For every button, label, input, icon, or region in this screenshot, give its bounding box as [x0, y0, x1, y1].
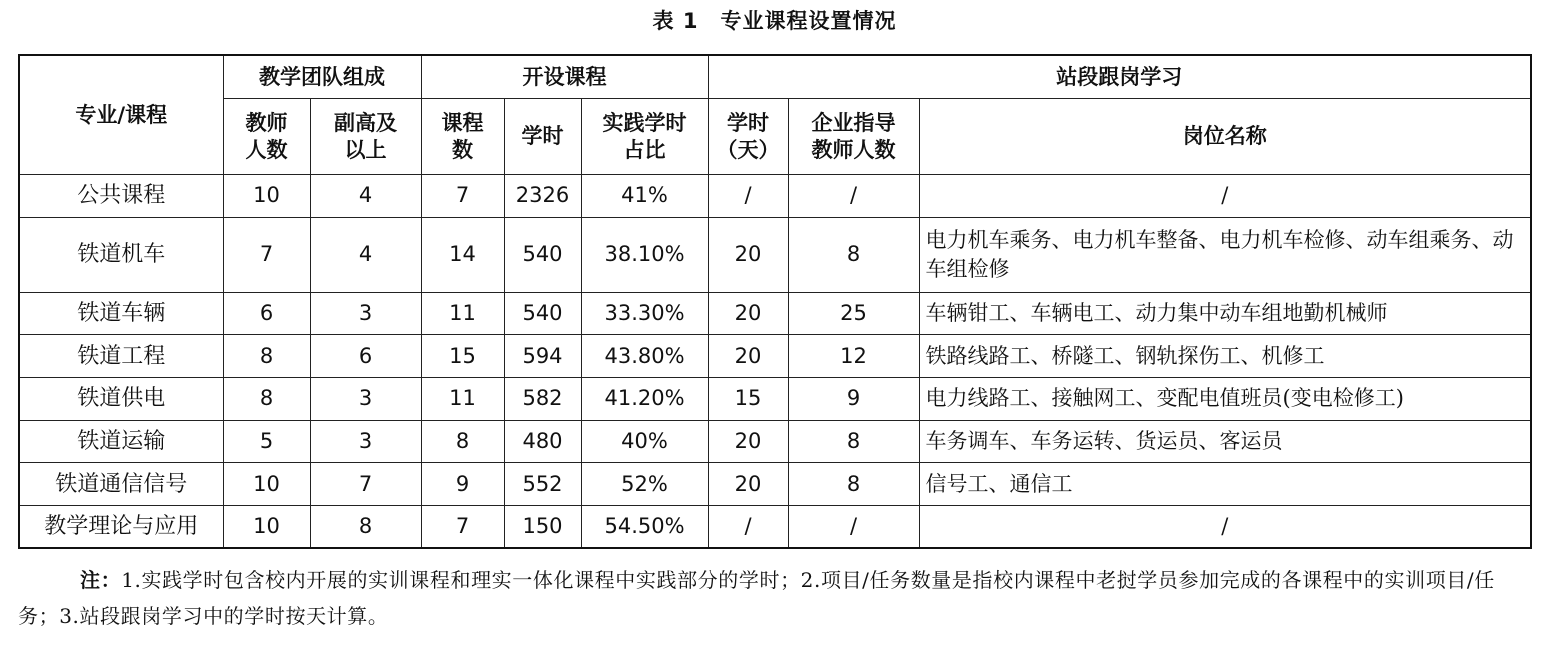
- cell-ratio: 33.30%: [581, 292, 708, 335]
- cell-teachers: 10: [223, 175, 310, 218]
- cell-mentors: 25: [788, 292, 919, 335]
- cell-mentors: /: [788, 505, 919, 548]
- cell-mentors: 8: [788, 420, 919, 463]
- cell-senior: 8: [310, 505, 421, 548]
- cell-subject: 教学理论与应用: [19, 505, 223, 548]
- header-group-station: 站段跟岗学习: [708, 55, 1531, 99]
- header-posts: 岗位名称: [919, 99, 1531, 175]
- cell-senior: 3: [310, 378, 421, 421]
- cell-ratio: 38.10%: [581, 217, 708, 292]
- cell-days: /: [708, 175, 788, 218]
- cell-teachers: 8: [223, 378, 310, 421]
- cell-ratio: 40%: [581, 420, 708, 463]
- cell-subject: 铁道运输: [19, 420, 223, 463]
- cell-hours: 582: [504, 378, 581, 421]
- table-footnote: [18, 562, 1530, 634]
- cell-senior: 4: [310, 175, 421, 218]
- cell-courses: 11: [421, 378, 504, 421]
- table-row: [19, 175, 1531, 218]
- cell-ratio: 41.20%: [581, 378, 708, 421]
- table-title: 专业课程设置情况: [720, 9, 897, 33]
- cell-ratio: 52%: [581, 463, 708, 506]
- cell-subject: 铁道工程: [19, 335, 223, 378]
- table-row: [19, 217, 1531, 292]
- cell-courses: 8: [421, 420, 504, 463]
- cell-courses: 7: [421, 505, 504, 548]
- header-row-2: [19, 99, 1531, 175]
- cell-teachers: 10: [223, 505, 310, 548]
- cell-hours: 150: [504, 505, 581, 548]
- table-row: [19, 335, 1531, 378]
- cell-days: /: [708, 505, 788, 548]
- header-senior: 副高及 以上: [310, 99, 421, 175]
- cell-courses: 7: [421, 175, 504, 218]
- header-row-1: [19, 55, 1531, 99]
- cell-posts: 铁路线路工、桥隧工、钢轨探伤工、机修工: [919, 335, 1531, 378]
- cell-teachers: 8: [223, 335, 310, 378]
- header-group-courses: 开设课程: [421, 55, 708, 99]
- cell-days: 20: [708, 420, 788, 463]
- cell-posts: /: [919, 505, 1531, 548]
- table-row: [19, 292, 1531, 335]
- table-row: [19, 420, 1531, 463]
- cell-ratio: 41%: [581, 175, 708, 218]
- cell-posts: 电力线路工、接触网工、变配电值班员(变电检修工): [919, 378, 1531, 421]
- cell-days: 20: [708, 335, 788, 378]
- cell-senior: 3: [310, 292, 421, 335]
- cell-ratio: 54.50%: [581, 505, 708, 548]
- header-mentors: 企业指导 教师人数: [788, 99, 919, 175]
- table-number: 表 1: [652, 9, 699, 33]
- cell-posts: /: [919, 175, 1531, 218]
- header-practice-ratio: 实践学时 占比: [581, 99, 708, 175]
- cell-days: 20: [708, 463, 788, 506]
- cell-subject: 铁道通信信号: [19, 463, 223, 506]
- header-course-count: 课程 数: [421, 99, 504, 175]
- cell-senior: 4: [310, 217, 421, 292]
- cell-teachers: 5: [223, 420, 310, 463]
- cell-courses: 9: [421, 463, 504, 506]
- table-row: [19, 505, 1531, 548]
- cell-hours: 594: [504, 335, 581, 378]
- table-caption: [0, 6, 1549, 36]
- cell-days: 20: [708, 217, 788, 292]
- cell-teachers: 7: [223, 217, 310, 292]
- cell-teachers: 10: [223, 463, 310, 506]
- cell-subject: 公共课程: [19, 175, 223, 218]
- cell-posts: 车辆钳工、车辆电工、动力集中动车组地勤机械师: [919, 292, 1531, 335]
- cell-hours: 540: [504, 217, 581, 292]
- cell-subject: 铁道供电: [19, 378, 223, 421]
- table-row: [19, 463, 1531, 506]
- cell-courses: 14: [421, 217, 504, 292]
- cell-hours: 2326: [504, 175, 581, 218]
- cell-courses: 15: [421, 335, 504, 378]
- cell-subject: 铁道机车: [19, 217, 223, 292]
- cell-mentors: 8: [788, 217, 919, 292]
- header-days: 学时 （天）: [708, 99, 788, 175]
- header-group-team: 教学团队组成: [223, 55, 421, 99]
- cell-hours: 540: [504, 292, 581, 335]
- header-hours: 学时: [504, 99, 581, 175]
- cell-posts: 车务调车、车务运转、货运员、客运员: [919, 420, 1531, 463]
- footnote-label: 注：: [80, 568, 122, 592]
- cell-posts: 电力机车乘务、电力机车整备、电力机车检修、动车组乘务、动车组检修: [919, 217, 1531, 292]
- cell-days: 20: [708, 292, 788, 335]
- cell-subject: 铁道车辆: [19, 292, 223, 335]
- cell-days: 15: [708, 378, 788, 421]
- cell-hours: 480: [504, 420, 581, 463]
- header-teachers: 教师 人数: [223, 99, 310, 175]
- cell-hours: 552: [504, 463, 581, 506]
- cell-mentors: 12: [788, 335, 919, 378]
- table-row: [19, 378, 1531, 421]
- header-subject: 专业/课程: [19, 55, 223, 175]
- cell-teachers: 6: [223, 292, 310, 335]
- cell-senior: 7: [310, 463, 421, 506]
- course-setup-table: [18, 54, 1532, 549]
- cell-posts: 信号工、通信工: [919, 463, 1531, 506]
- cell-mentors: 8: [788, 463, 919, 506]
- cell-courses: 11: [421, 292, 504, 335]
- cell-mentors: 9: [788, 378, 919, 421]
- cell-mentors: /: [788, 175, 919, 218]
- footnote-text: 1.实践学时包含校内开展的实训课程和理实一体化课程中实践部分的学时；2.项目/任务数量是指校内课程中老挝学员参加完成的各课程中的实训项目/任务；3.站段跟岗学习中的学时按天计算。: [18, 568, 1495, 628]
- cell-ratio: 43.80%: [581, 335, 708, 378]
- cell-senior: 3: [310, 420, 421, 463]
- cell-senior: 6: [310, 335, 421, 378]
